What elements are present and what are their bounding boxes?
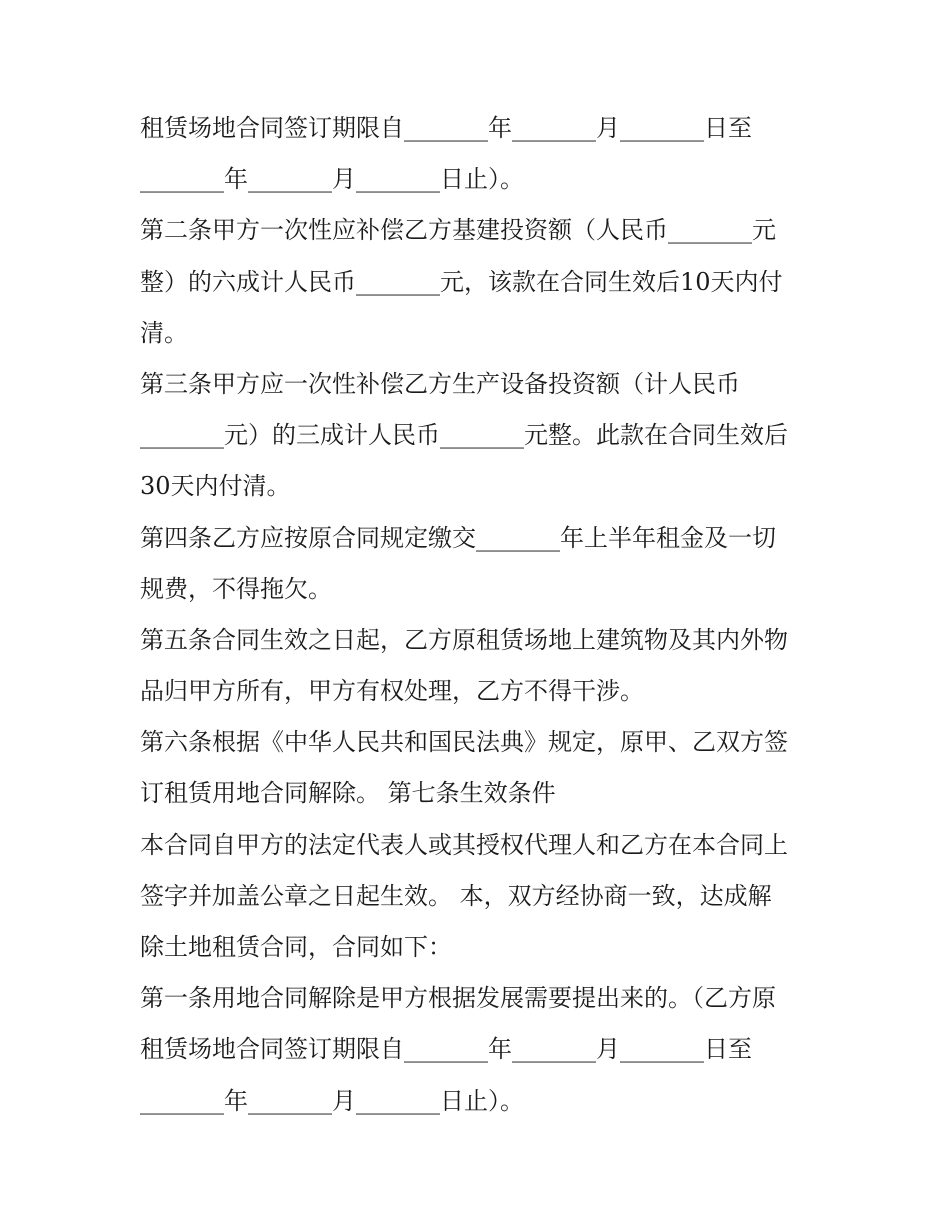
text-line: 清。 xyxy=(140,318,188,347)
text-line: 规费，不得拖欠。 xyxy=(140,574,332,603)
text-line: 本合同自甲方的法定代表人或其授权代理人和乙方在本合同上 xyxy=(140,830,788,859)
text-line: 第五条合同生效之日起，乙方原租赁场地上建筑物及其内外物 xyxy=(140,625,788,654)
text-line: 第三条甲方应一次性补偿乙方生产设备投资额（计人民币 xyxy=(140,369,740,398)
text-line: 30天内付清。 xyxy=(140,472,291,501)
text-line: 租赁场地合同签订期限自_______年_______月_______日至 xyxy=(140,114,752,142)
text-line: 第四条乙方应按原合同规定缴交_______年上半年租金及一切 xyxy=(140,523,776,552)
text-line: 整）的六成计人民币_______元，该款在合同生效后10天内付 xyxy=(140,267,783,296)
text-line: 签字并加盖公章之日起生效。 本，双方经协商一致，达成解 xyxy=(140,881,772,910)
document-body xyxy=(140,103,820,1127)
text-line: 品归甲方所有，甲方有权处理，乙方不得干涉。 xyxy=(140,677,644,706)
text-line: _______年_______月_______日止）。 xyxy=(140,1086,524,1115)
text-line: 租赁场地合同签订期限自_______年_______月_______日至 xyxy=(140,1035,752,1064)
text-line: _______年_______月_______日止）。 xyxy=(140,165,524,194)
text-line: 第一条用地合同解除是甲方根据发展需要提出来的。（乙方原 xyxy=(140,984,776,1013)
text-line: 除土地租赁合同，合同如下： xyxy=(140,933,452,961)
text-line: _______元）的三成计人民币_______元整。此款在合同生效后 xyxy=(140,421,788,450)
text-line: 第二条甲方一次性应补偿乙方基建投资额（人民币_______元 xyxy=(140,216,776,245)
text-line: 订租赁用地合同解除。 第七条生效条件 xyxy=(140,779,556,808)
text-line: 第六条根据《中华人民共和国民法典》规定，原甲、乙双方签 xyxy=(140,728,788,757)
